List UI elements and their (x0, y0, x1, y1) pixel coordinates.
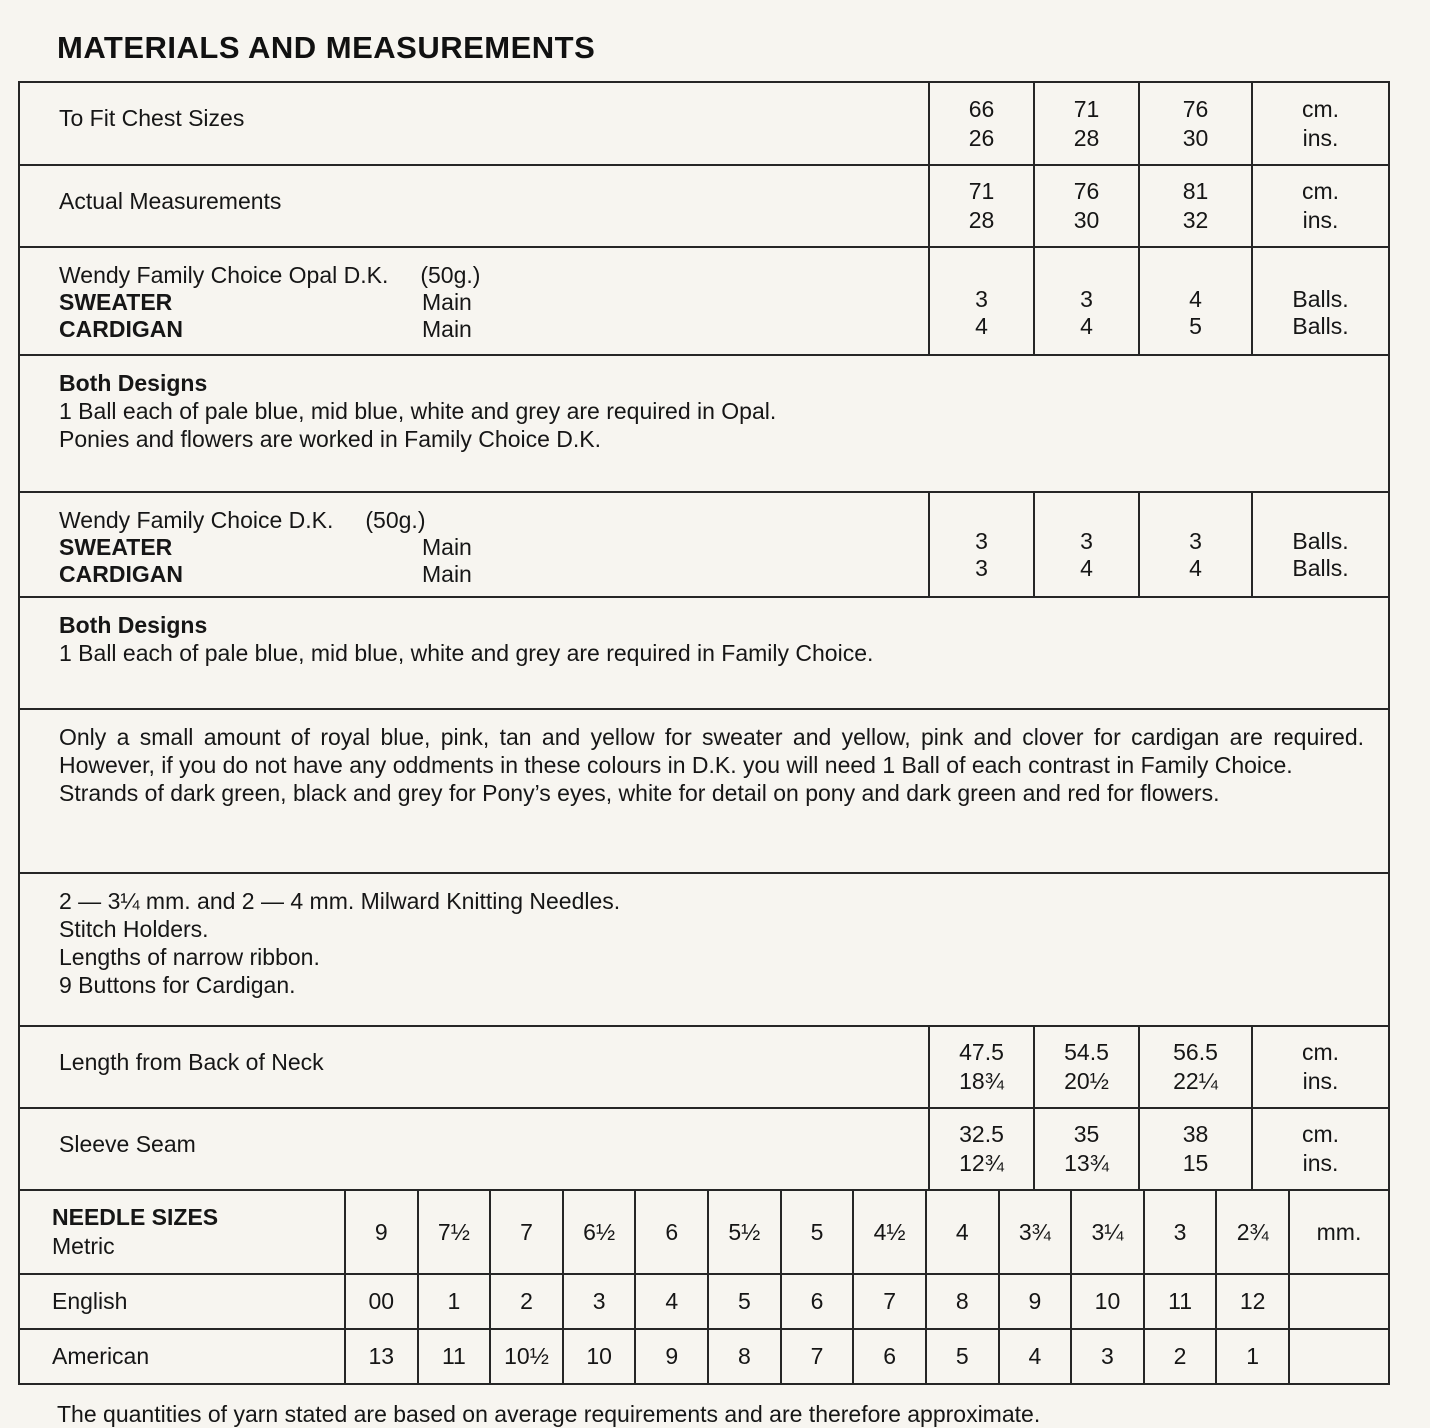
both-designs-opal-note (20, 354, 1388, 491)
dk-brand: Wendy Family Choice D.K. (59, 507, 334, 533)
needle-unit-cell-empty (1288, 1330, 1388, 1383)
materials-table (18, 81, 1390, 1191)
actual-size-1 (928, 166, 1033, 246)
english-value: 1 (417, 1275, 490, 1328)
sleeve-size-1-cm: 32.5 (959, 1121, 1004, 1147)
metric-value: 5½ (707, 1191, 780, 1273)
english-value: 00 (344, 1275, 417, 1328)
length-size-3-cm: 56.5 (1173, 1039, 1218, 1065)
american-row (20, 1328, 1388, 1383)
dk-balls-size-2 (1033, 493, 1138, 596)
sweater-shade: Main (422, 289, 472, 315)
length-size-3 (1138, 1027, 1251, 1107)
both-designs-dk-note (20, 596, 1388, 708)
actual-size-3-ins: 32 (1182, 207, 1209, 233)
chest-size-1-cm: 66 (968, 95, 995, 122)
actual-size-1-cm: 71 (968, 178, 995, 204)
length-size-1-cm: 47.5 (959, 1039, 1004, 1065)
opal-yarn-label (20, 248, 928, 354)
metric-value: 6 (634, 1191, 707, 1273)
american-value: 2 (1143, 1330, 1216, 1383)
unit-cm: cm. (1301, 95, 1340, 122)
english-row (20, 1273, 1388, 1328)
opal-balls-size-1 (928, 248, 1033, 354)
american-value: 10½ (489, 1330, 562, 1383)
metric-row-label: Metric (52, 1233, 115, 1259)
english-row-label: English (52, 1288, 128, 1314)
sweater-label: SWEATER (59, 534, 173, 560)
english-value: 2 (489, 1275, 562, 1328)
both-designs-opal-line1: 1 Ball each of pale blue, mid blue, white and grey are required in Opal. (59, 398, 777, 424)
length-size-2-ins: 20½ (1064, 1068, 1109, 1094)
metric-value: 7½ (417, 1191, 490, 1273)
actual-size-3 (1138, 166, 1251, 246)
both-designs-opal-line2: Ponies and flowers are worked in Family Choice D.K. (59, 426, 602, 452)
opal-units (1251, 248, 1388, 354)
cardigan-label: CARDIGAN (59, 561, 183, 587)
unit-balls: Balls. (1292, 528, 1349, 554)
length-size-3-ins: 22¼ (1173, 1068, 1218, 1094)
needle-unit-cell: mm. (1288, 1191, 1388, 1273)
opal-cardigan-balls-2: 4 (1080, 313, 1093, 339)
unit-ins: ins. (1302, 1150, 1339, 1176)
opal-balls-size-3 (1138, 248, 1251, 354)
both-designs-heading: Both Designs (59, 612, 208, 638)
sleeve-size-2 (1033, 1109, 1138, 1189)
american-value: 9 (634, 1330, 707, 1383)
dk-weight: (50g.) (365, 507, 426, 533)
opal-brand: Wendy Family Choice Opal D.K. (59, 262, 389, 288)
american-value: 5 (925, 1330, 998, 1383)
english-value: 4 (634, 1275, 707, 1328)
needle-sizes-header-cell (20, 1191, 344, 1273)
opal-brand-line (59, 262, 928, 289)
opal-sweater-balls-1: 3 (975, 286, 988, 312)
metric-value: 3 (1143, 1191, 1216, 1273)
chest-size-2 (1033, 83, 1138, 164)
length-size-1-ins: 18¾ (959, 1068, 1004, 1094)
unit-ins: ins. (1302, 1068, 1339, 1094)
english-value: 5 (707, 1275, 780, 1328)
actual-units (1251, 166, 1388, 246)
chest-size-1-ins: 26 (968, 124, 995, 151)
unit-ins: ins. (1302, 124, 1339, 151)
sleeve-label: Sleeve Seam (59, 1131, 196, 1157)
sleeve-size-3-cm: 38 (1182, 1121, 1209, 1147)
cardigan-shade: Main (422, 316, 472, 342)
american-value: 13 (344, 1330, 417, 1383)
american-value: 1 (1215, 1330, 1288, 1383)
american-value: 10 (562, 1330, 635, 1383)
actual-measurements-row (20, 164, 1388, 246)
english-value: 11 (1143, 1275, 1216, 1328)
american-row-label: American (52, 1343, 150, 1369)
unit-balls: Balls. (1292, 555, 1349, 581)
both-designs-dk-line1: 1 Ball each of pale blue, mid blue, white and grey are required in Family Choice. (59, 640, 874, 666)
actual-size-1-ins: 28 (968, 207, 995, 233)
chest-sizes-label: To Fit Chest Sizes (59, 105, 245, 131)
length-size-1 (928, 1027, 1033, 1107)
dk-sweater-balls-2: 3 (1080, 528, 1093, 554)
strands-paragraph: Strands of dark green, black and grey for Pony’s eyes, white for detail on pony and dark green and red for flowers. (59, 780, 1220, 806)
opal-yarn-row (20, 246, 1388, 354)
english-value: 3 (562, 1275, 635, 1328)
length-units (1251, 1027, 1388, 1107)
english-value: 9 (998, 1275, 1071, 1328)
metric-value: 3¾ (998, 1191, 1071, 1273)
unit-ins: ins. (1302, 207, 1339, 233)
american-value: 7 (780, 1330, 853, 1383)
sleeve-size-1-ins: 12¾ (959, 1150, 1004, 1176)
english-value: 7 (852, 1275, 925, 1328)
metric-value: 7 (489, 1191, 562, 1273)
opal-balls-size-2 (1033, 248, 1138, 354)
needle-sizes-heading: NEEDLE SIZES (52, 1204, 219, 1230)
needle-unit-cell-empty (1288, 1275, 1388, 1328)
unit-balls: Balls. (1292, 313, 1349, 339)
chest-size-3 (1138, 83, 1251, 164)
english-value: 8 (925, 1275, 998, 1328)
american-value: 11 (417, 1330, 490, 1383)
dk-balls-size-1 (928, 493, 1033, 596)
dk-sweater-balls-1: 3 (975, 528, 988, 554)
sweater-shade: Main (422, 534, 472, 560)
length-size-2 (1033, 1027, 1138, 1107)
opal-weight: (50g.) (420, 262, 481, 288)
american-value: 6 (852, 1330, 925, 1383)
opal-cardigan-balls-1: 4 (975, 313, 988, 339)
english-value: 6 (780, 1275, 853, 1328)
sleeve-size-1 (928, 1109, 1033, 1189)
metric-value: 2¾ (1215, 1191, 1288, 1273)
english-value: 10 (1070, 1275, 1143, 1328)
opal-sweater-line (59, 289, 928, 316)
metric-value: 4 (925, 1191, 998, 1273)
chest-units (1251, 83, 1388, 164)
metric-value: 6½ (562, 1191, 635, 1273)
actual-size-2-ins: 30 (1073, 207, 1100, 233)
sleeve-size-2-ins: 13¾ (1064, 1150, 1109, 1176)
metric-row (20, 1191, 1388, 1273)
actual-size-2-cm: 76 (1073, 178, 1100, 204)
actual-size-3-cm: 81 (1182, 178, 1209, 204)
dk-cardigan-line (59, 561, 928, 588)
equipment-ribbon: Lengths of narrow ribbon. (59, 944, 320, 970)
dk-cardigan-balls-3: 4 (1189, 555, 1202, 581)
equipment-buttons: 9 Buttons for Cardigan. (59, 972, 296, 998)
equipment-needles: 2 — 3¼ mm. and 2 — 4 mm. Milward Knitting Needles. (59, 888, 621, 914)
chest-size-2-cm: 71 (1073, 95, 1100, 122)
chest-size-1 (928, 83, 1033, 164)
chest-size-3-ins: 30 (1182, 124, 1209, 151)
sleeve-size-3 (1138, 1109, 1251, 1189)
equipment-stitch-holders: Stitch Holders. (59, 916, 209, 942)
metric-value: 5 (780, 1191, 853, 1273)
yarn-quantities-disclaimer: The quantities of yarn stated are based on average requirements and are therefore approximate. (57, 1401, 1041, 1427)
length-size-2-cm: 54.5 (1064, 1039, 1109, 1065)
dk-sweater-line (59, 534, 928, 561)
metric-value: 3¼ (1070, 1191, 1143, 1273)
chest-size-2-ins: 28 (1073, 124, 1100, 151)
sweater-label: SWEATER (59, 289, 173, 315)
dk-cardigan-balls-1: 3 (975, 555, 988, 581)
metric-value: 9 (344, 1191, 417, 1273)
length-label: Length from Back of Neck (59, 1049, 324, 1075)
unit-balls: Balls. (1292, 286, 1349, 312)
dk-brand-line (59, 507, 928, 534)
oddments-note (20, 708, 1388, 872)
sleeve-row (20, 1107, 1388, 1189)
cardigan-label: CARDIGAN (59, 316, 183, 342)
oddments-paragraph: Only a small amount of royal blue, pink, tan and yellow for sweater and yellow, pink and clover for cardigan are required. However, if you do not have any oddments in these colours in D.K. you will need 1 Ball of each contrast in Family Choice. (59, 724, 1364, 778)
unit-cm: cm. (1301, 178, 1340, 204)
dk-cardigan-balls-2: 4 (1080, 555, 1093, 581)
dk-sweater-balls-3: 3 (1189, 528, 1202, 554)
opal-cardigan-balls-3: 5 (1189, 313, 1202, 339)
american-value: 4 (998, 1330, 1071, 1383)
opal-sweater-balls-2: 3 (1080, 286, 1093, 312)
american-value: 3 (1070, 1330, 1143, 1383)
actual-measurements-label: Actual Measurements (59, 188, 282, 214)
unit-cm: cm. (1301, 1121, 1340, 1147)
sleeve-size-2-cm: 35 (1073, 1121, 1100, 1147)
length-row (20, 1025, 1388, 1107)
opal-cardigan-line (59, 316, 928, 343)
needle-sizes-table (18, 1189, 1390, 1385)
english-value: 12 (1215, 1275, 1288, 1328)
unit-cm: cm. (1301, 1039, 1340, 1065)
sleeve-size-3-ins: 15 (1182, 1150, 1209, 1176)
chest-sizes-row (20, 83, 1388, 164)
dk-yarn-label (20, 493, 928, 596)
actual-size-2 (1033, 166, 1138, 246)
page-title: MATERIALS AND MEASUREMENTS (57, 30, 596, 65)
opal-sweater-balls-3: 4 (1189, 286, 1202, 312)
dk-balls-size-3 (1138, 493, 1251, 596)
dk-yarn-row (20, 491, 1388, 596)
metric-value: 4½ (852, 1191, 925, 1273)
chest-size-3-cm: 76 (1182, 95, 1209, 122)
cardigan-shade: Main (422, 561, 472, 587)
both-designs-heading: Both Designs (59, 370, 208, 396)
dk-units (1251, 493, 1388, 596)
equipment-note (20, 872, 1388, 1025)
american-value: 8 (707, 1330, 780, 1383)
sleeve-units (1251, 1109, 1388, 1189)
